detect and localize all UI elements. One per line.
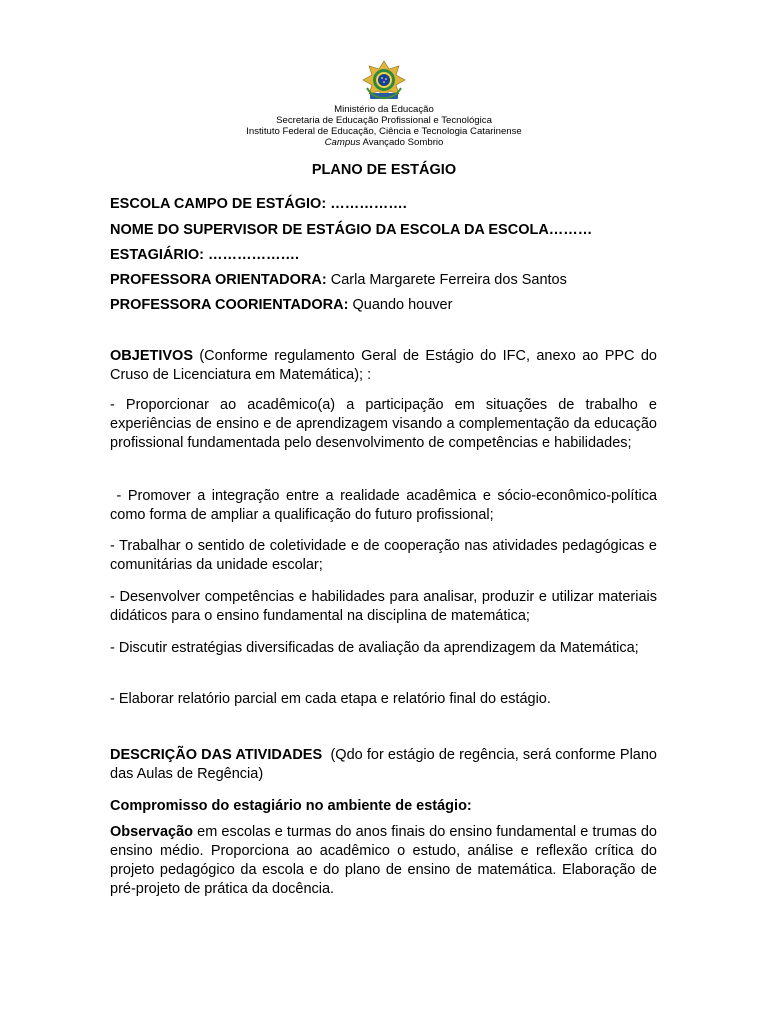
objetivo-item: - Proporcionar ao acadêmico(a) a participação em situações de trabalho e experiências de ensino e de aprendizagem visando a complementação da educação profissional fundamentada pelo desenvolvimento de competências e habilidades;: [110, 397, 657, 451]
field-orientadora: [110, 271, 670, 290]
objetivo-item: - Promover a integração entre a realidade acadêmica e sócio-econômico-política como forma de ampliar a qualificação do futuro profissional;: [110, 488, 662, 523]
objetivo-item: - Elaborar relatório parcial em cada etapa e relatório final do estágio.: [110, 691, 551, 707]
page-title: PLANO DE ESTÁGIO: [311, 162, 457, 178]
objetivo-item: - Discutir estratégias diversificadas de avaliação da aprendizagem da Matemática;: [110, 640, 639, 656]
descricao-atividades: [110, 746, 662, 784]
compromisso-heading: Compromisso do estagiário no ambiente de estágio:: [110, 798, 472, 814]
objetivo-item: - Desenvolver competências e habilidades para analisar, produzir e utilizar materiais didáticos para o ensino fundamental na disciplina de matemática;: [110, 589, 657, 624]
objetivos-label: OBJETIVOS: [110, 348, 193, 364]
coorientadora-value: Quando houver: [348, 297, 453, 313]
descricao-label: DESCRIÇÃO DAS ATIVIDADES: [110, 747, 323, 763]
header-ministry: Ministério da Educação: [334, 104, 434, 115]
field-supervisor: NOME DO SUPERVISOR DE ESTÁGIO DA ESCOLA DA ESCOLA………: [110, 222, 593, 238]
observacao-paragraph: [110, 823, 657, 899]
campus-italic: Campus: [324, 137, 361, 148]
coorientadora-label: PROFESSORA COORIENTADORA:: [110, 297, 349, 313]
objetivos-intro-text: (Conforme regulamento Geral de Estágio do IFC, anexo ao PPC do Cruso de Licenciatura em Matemática); :: [110, 348, 657, 383]
brazil-coat-of-arms-icon: [361, 60, 407, 102]
header-secretariat: Secretaria de Educação Profissional e Tecnológica: [276, 115, 492, 126]
field-escola: ESCOLA CAMPO DE ESTÁGIO: …………….: [110, 196, 407, 212]
field-estagiario: ESTAGIÁRIO: ……………….: [110, 247, 300, 263]
campus-name: Avançado Sombrio: [360, 137, 444, 148]
descricao-note: (Qdo for estágio de regência, será conforme Plano das Aulas de Regência): [110, 747, 662, 782]
header-institute: Instituto Federal de Educação, Ciência e Tecnologia Catarinense: [246, 126, 522, 137]
observacao-label: Observação: [110, 824, 194, 840]
objetivos-intro: [110, 347, 657, 385]
objetivo-item: - Trabalhar o sentido de coletividade e de cooperação nas atividades pedagógicas e comunitárias da unidade escolar;: [110, 538, 657, 573]
document-header: [0, 60, 768, 148]
field-coorientadora: [110, 296, 670, 315]
observacao-text: em escolas e turmas do anos finais do ensino fundamental e trumas do ensino médio. Proporciona ao acadêmico o estudo, análise e reflexão crítica do projeto pedagógico da escola e do plano de ensino de matemática. Elaboração de pré-projeto de prática da docência.: [110, 824, 657, 897]
orientadora-value: Carla Margarete Ferreira dos Santos: [326, 272, 567, 288]
orientadora-label: PROFESSORA ORIENTADORA:: [110, 272, 327, 288]
header-campus: [0, 137, 768, 148]
